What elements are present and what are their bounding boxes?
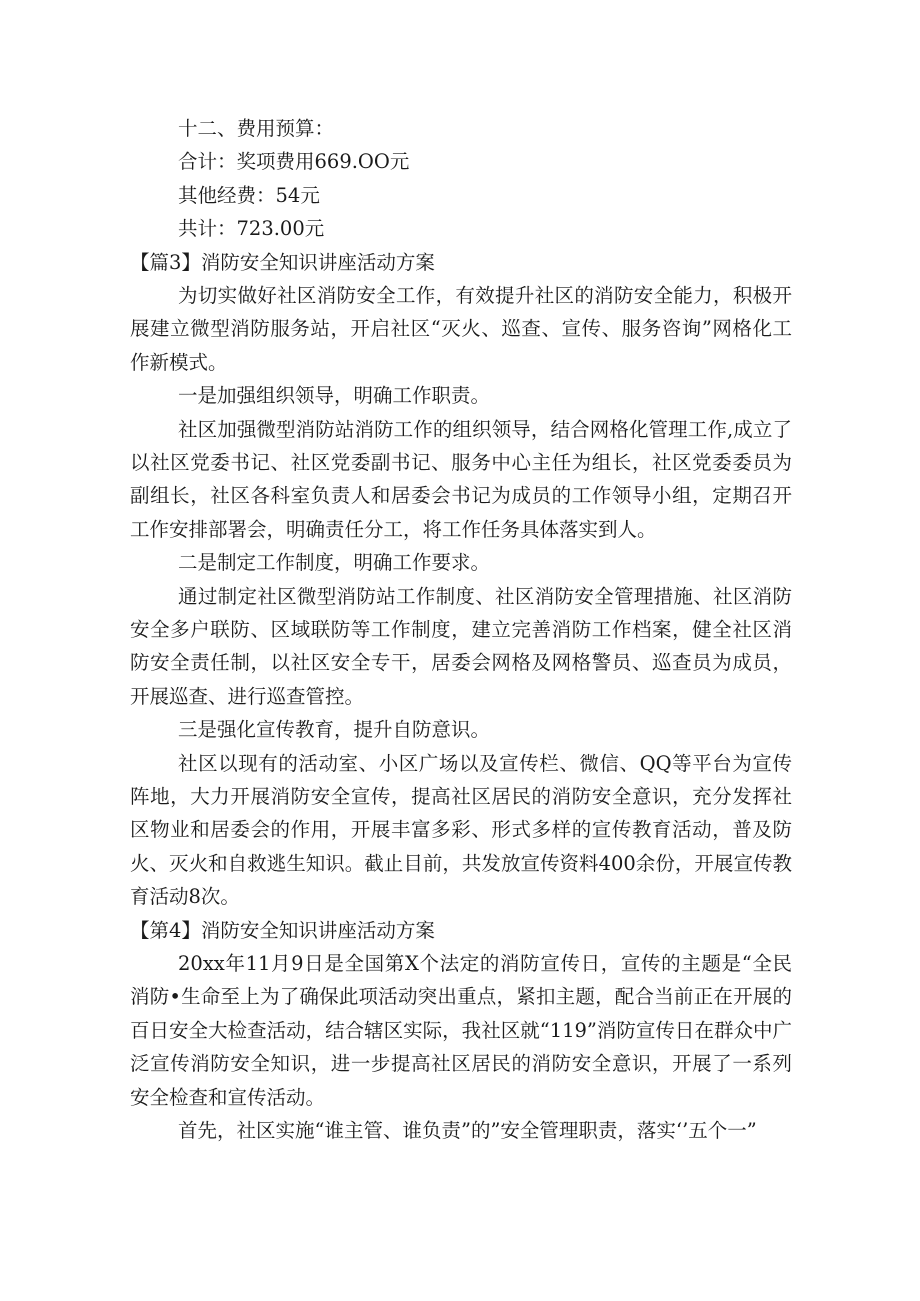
section-3-heading-3: 三是强化宣传教育，提升自防意识。 — [178, 718, 491, 742]
section-4-paragraph-2: 首先，社区实施“谁主管、谁负责”的”安全管理职责，落实‘’五个一” — [178, 1119, 757, 1143]
budget-grand-total: 共计：723.00元 — [178, 217, 325, 241]
section-4-title: 【第4】消防安全知识讲座活动方案 — [130, 918, 435, 942]
budget-other: 其他经费：54元 — [178, 183, 320, 207]
section-3-title: 【篇3】消防安全知识讲座活动方案 — [130, 250, 435, 274]
section-3-heading-1: 一是加强组织领导，明确工作职责。 — [178, 384, 491, 408]
section-4-paragraph-1: 20xx年11月9日是全国第X个法定的消防宣传日，宣传的主题是“全民消防•生命至上为了确保此项活动突出重点，紧扣主题，配合当前正在开展的百日安全大检查活动，结合辖区实际，我社区就“119”消防宣传日在群众中广泛宣传消防安全知识，进一步提高社区居民的消防安全意识，开展了一系列安全检查和宣传活动。 — [130, 952, 792, 1109]
document-page — [130, 112, 792, 1147]
section-3-paragraph-4: 社区以现有的活动室、小区广场以及宣传栏、微信、QQ等平台为宣传阵地，大力开展消防安全宣传，提高社区居民的消防安全意识，充分发挥社区物业和居委会的作用，开展丰富多彩、形式多样的宣传教育活动，普及防火、灭火和自救逃生知识。截止目前，共发放宣传资料400余份，开展宣传教育活动8次。 — [130, 751, 792, 909]
section-3-paragraph-3: 通过制定社区微型消防站工作制度、社区消防安全管理措施、社区消防安全多户联防、区域联防等工作制度，建立完善消防工作档案，健全社区消防安全责任制，以社区安全专干，居委会网格及网格警员、巡查员为成员，开展巡查、进行巡查管控。 — [130, 584, 792, 708]
budget-heading: 十二、费用预算： — [178, 117, 335, 140]
section-3-paragraph-2: 社区加强微型消防站消防工作的组织领导，结合网格化管理工作,成立了以社区党委书记、社区党委副书记、服务中心主任为组长，社区党委委员为副组长，社区各科室负责人和居委会书记为成员的工作领导小组，定期召开工作安排部署会，明确责任分工，将工作任务具体落实到人。 — [130, 417, 792, 541]
budget-total-prize: 合计：奖项费用669.OO元 — [178, 150, 410, 174]
section-3-heading-2: 二是制定工作制度，明确工作要求。 — [178, 551, 491, 575]
section-3-paragraph-1: 为切实做好社区消防安全工作，有效提升社区的消防安全能力，积极开展建立微型消防服务站，开启社区“灭火、巡查、宣传、服务咨询”网格化工作新模式。 — [130, 283, 792, 374]
